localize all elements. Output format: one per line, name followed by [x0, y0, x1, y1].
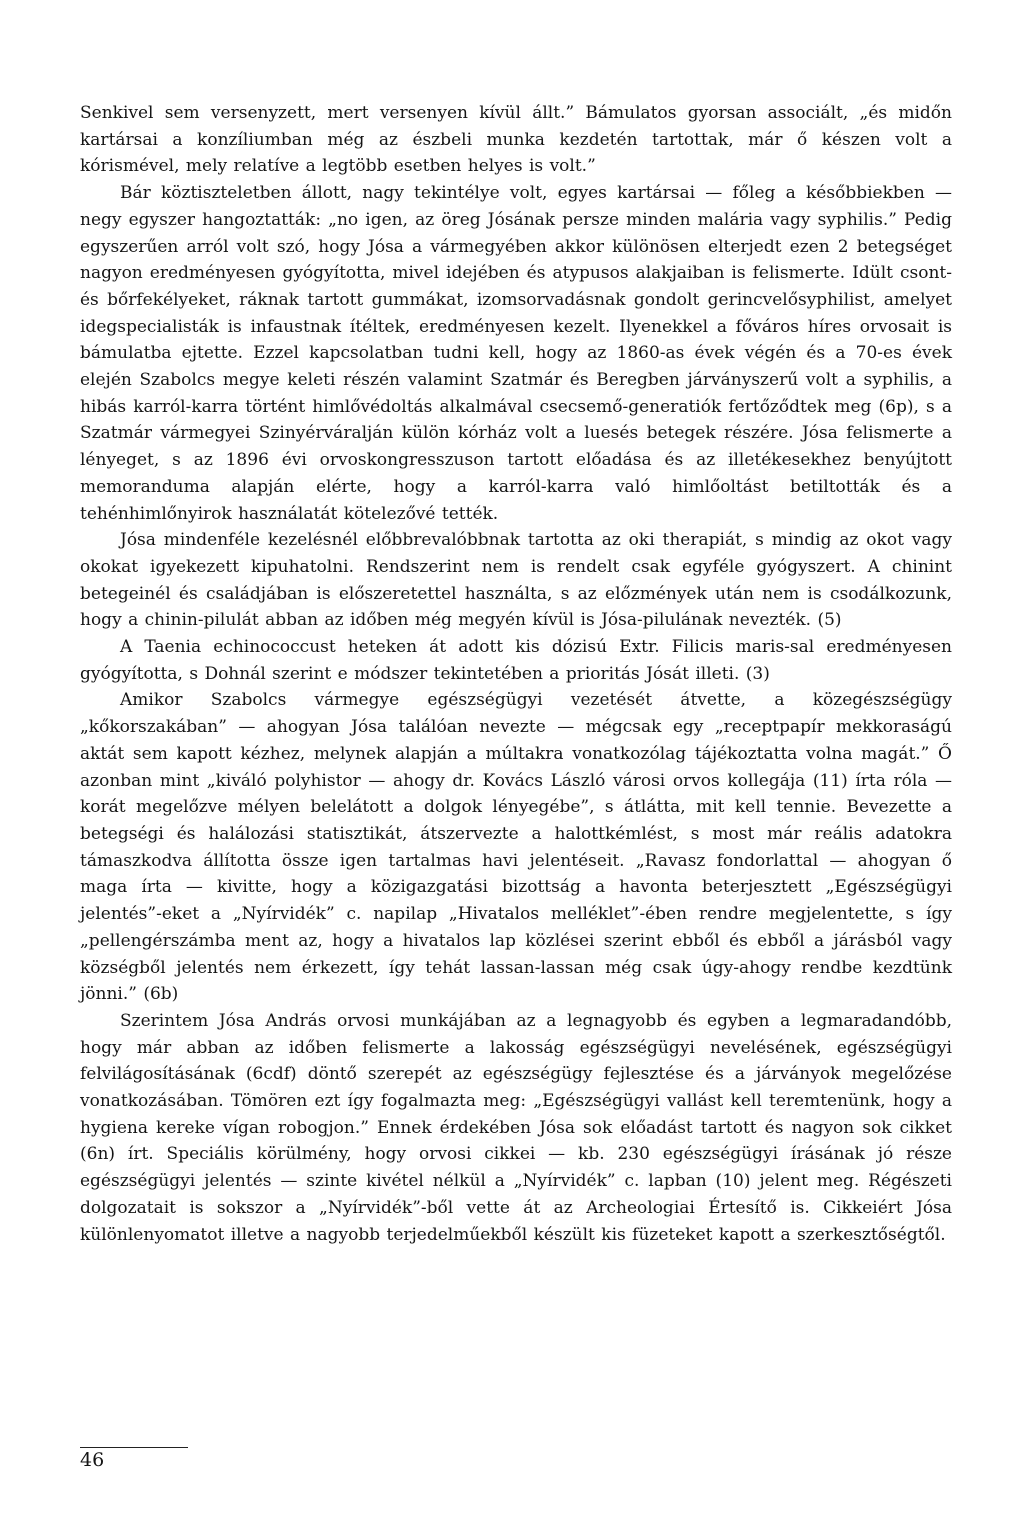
paragraph-6: Szerintem Jósa András orvosi munkájában az a legnagyobb és egyben a legmaradandóbb, hogy már abban az időben felismerte a lakosság egészségügyi nevelésének, egészségügyi felvilágosításának (6cdf) döntő szerepét az egészségügy fejlesztése és a járványok megelőzése vonatkozásában. Tömören ezt így fogalmazta meg: „Egészségügyi vallást kell teremtenünk, hogy a hygiena kereke vígan robogjon.” Ennek érdekében Jósa sok előadást tartott és nagyon sok cikket (6n) írt. Speciális körülmény, hogy orvosi cikkei — kb. 230 egészségügyi írásának jó része egészségügyi jelentés — szinte kivétel nélkül a „Nyírvidék” c. lapban (10) jelent meg. Régészeti dolgozatait is sokszor a „Nyírvidék”-ből vette át az Archeologiai Értesítő is. Cikkeiért Jósa különlenyomatot illetve a nagyobb terjedelműekből készült kis füzeteket kapott a szerkesztőségtől.	[80, 1010, 952, 1245]
body-text	[80, 100, 952, 1248]
paragraph-3: Jósa mindenféle kezelésnél előbbrevalóbbnak tartotta az oki therapiát, s mindig az okot vagy okokat igyekezett kipuhatolni. Rendszerint nem is rendelt csak egyféle gyógyszert. A chinint betegeinél és családjában is előszeretettel használta, s az előzmények után nem is csodálkozunk, hogy a chinin-pilulát abban az időben még megyén kívül is Jósa-pilulának nevezték. (5)	[80, 530, 952, 631]
footer-rule	[80, 1447, 188, 1448]
paragraph-4: A Taenia echinococcust heteken át adott kis dózisú Extr. Filicis maris-sal eredményesen gyógyította, s Dohnál szerint e módszer tekintetében a prioritás Jósát illeti. (3)	[80, 637, 952, 684]
paragraph-2: Bár köztiszteletben állott, nagy tekintélye volt, egyes kartársai — főleg a későbbiekben — negy egyszer hangoztatták: „no igen, az öreg Jósának persze minden malária vagy syphilis.” Pedig egyszerűen arról volt szó, hogy Jósa a vármegyében akkor különösen elterjedt ezen 2 betegséget nagyon eredményesen gyógyította, mivel idejében és atypusos alakjaiban is felismerte. Idült csont- és bőrfekélyeket, ráknak tartott gummákat, izomsorvadásnak gondolt gerincvelősyphilist, amelyet idegspecialisták is infaustnak ítéltek, eredményesen kezelt. Ilyenekkel a főváros híres orvosait is bámulatba ejtette. Ezzel kapcsolatban tudni kell, hogy az 1860-as évek végén és a 70-es évek elején Szabolcs megye keleti részén valamint Szatmár és Beregben járványszerű volt a syphilis, a hibás karról-karra történt himlővédoltás alkalmával csecsemő-generatiók fertőződtek meg (6p), s a Szatmár vármegyei Szinyérváralján külön kórház volt a luesés betegek részére. Jósa felismerte a lényeget, s az 1896 évi orvoskongresszuson tartott előadása és az illetékesekhez benyújtott memoranduma alapján elérte, hogy a karról-karra való himlőoltást betiltották és a tehénhimlőnyirok használatát kötelezővé tették.	[80, 183, 952, 524]
paragraph-5: Amikor Szabolcs vármegye egészségügyi vezetését átvette, a közegészségügy „kőkorszakában” — ahogyan Jósa találóan nevezte — mégcsak egy „receptpapír mekkoraságú aktát sem kapott kézhez, melynek alapján a múltakra vonatkozólag tájékoztatta volna magát.” Ő azonban mint „kiváló polyhistor — ahogy dr. Kovács László városi orvos kollegája (11) írta róla — korát megelőzve mélyen belelátott a dolgok lényegébe”, s átlátta, mit kell tennie. Bevezette a betegségi és halálozási statisztikát, átszervezte a halottkémlést, s most már reális adatokra támaszkodva állította össze igen tartalmas havi jelentéseit. „Ravasz fondorlattal — ahogyan ő maga írta — kivitte, hogy a közigazgatási bizottság a havonta beterjesztett „Egészségügyi jelentés”-eket a „Nyírvidék” c. napilap „Hivatalos melléklet”-ében rendre megjelentette, s így „pellengérszámba ment az, hogy a hivatalos lap közlései szerint ebből és ebből a járásból vagy községből jelentés nem érkezett, így tehát lassan-lassan még csak úgy-ahogy rendbe kezdtünk jönni.” (6b)	[80, 690, 952, 1005]
paragraph-1: Senkivel sem versenyzett, mert versenyen kívül állt.” Bámulatos gyorsan associált, „és midőn kartársai a konzíliumban még az észbeli munka kezdetén tartottak, már ő készen volt a kórismével, mely relatíve a legtöbb esetben helyes is volt.”	[80, 103, 952, 177]
page-number: 46	[80, 1449, 105, 1471]
